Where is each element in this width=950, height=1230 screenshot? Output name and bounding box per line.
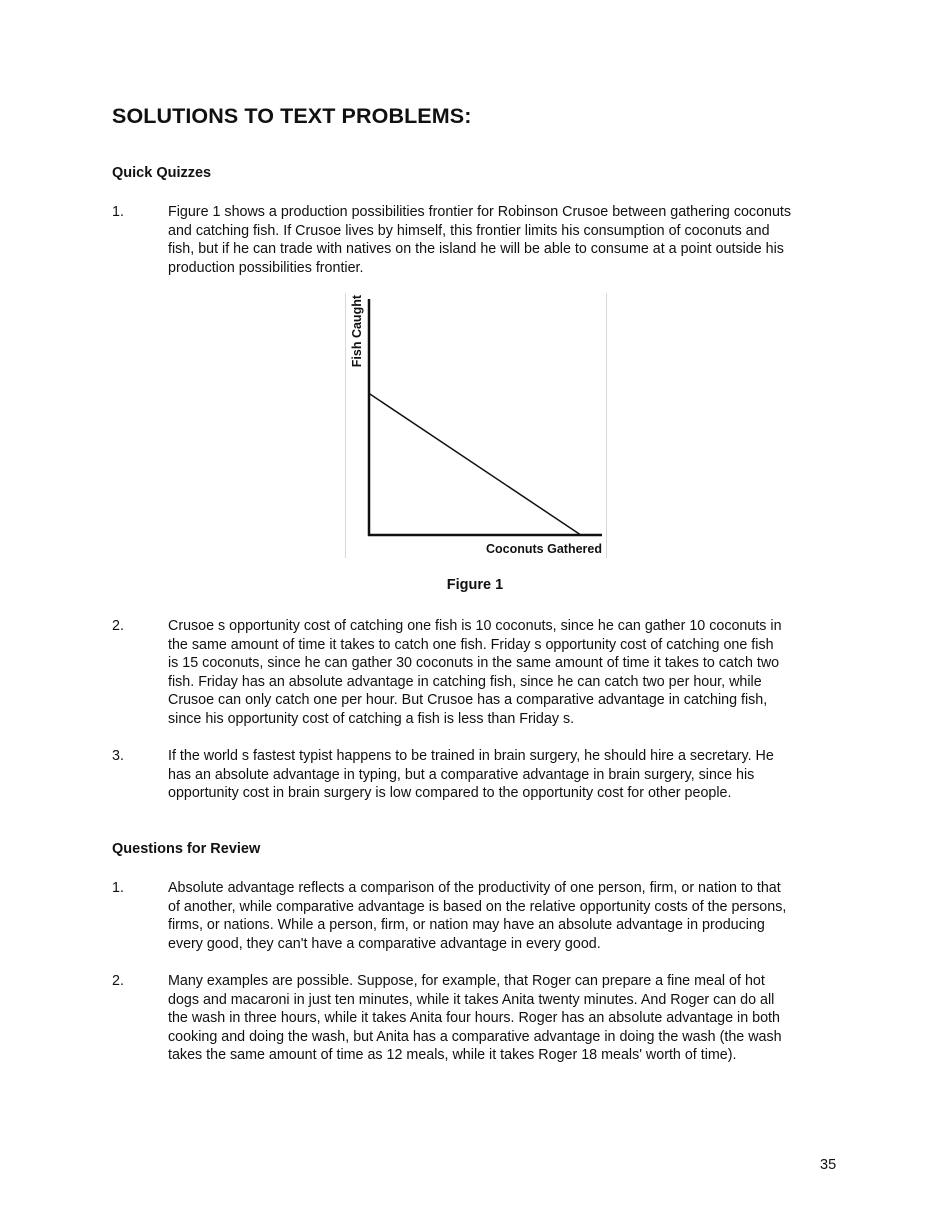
review-item-1 <box>112 879 857 953</box>
text-line: Crusoe can only catch one per hour. But Crusoe has a comparative advantage in catching fish, <box>168 692 768 709</box>
text-line: production possibilities frontier. <box>168 259 364 276</box>
text-line: has an absolute advantage in typing, but a comparative advantage in brain surgery, since his <box>168 766 755 783</box>
ppf-chart <box>346 293 606 558</box>
page-number: 35 <box>820 1157 837 1173</box>
text-line: firms, or nations. While a person, firm, or nation may have an absolute advantage in producing <box>168 917 765 934</box>
text-line: takes the same amount of time as 12 meals, while it takes Roger 18 meals' worth of time). <box>168 1047 737 1064</box>
item-text <box>168 972 857 1065</box>
text-line: Many examples are possible. Suppose, for example, that Roger can prepare a fine meal of hot <box>168 973 765 989</box>
text-line: If the world s fastest typist happens to be trained in brain surgery, he should hire a secretary. He <box>168 748 774 764</box>
quick-quizzes-heading: Quick Quizzes <box>112 165 212 181</box>
text-line: dogs and macaroni in just ten minutes, while it takes Anita twenty minutes. And Roger can do all <box>168 991 775 1008</box>
item-text <box>168 617 857 729</box>
review-item-2 <box>112 972 857 1065</box>
text-line: fish, but if he can trade with natives on the island he will be able to consume at a point outside his <box>168 241 784 258</box>
text-line: is 15 coconuts, since he can gather 30 coconuts in the same amount of time it takes to catch two <box>168 655 780 672</box>
ppf-line <box>369 393 581 535</box>
item-text <box>168 203 857 277</box>
text-line: fish. Friday has an absolute advantage in catching fish, since he can catch two per hour, while <box>168 673 762 690</box>
text-line: every good, they can't have a comparative advantage in every good. <box>168 935 601 952</box>
text-line: Crusoe s opportunity cost of catching one fish is 10 coconuts, since he can gather 10 coconuts in <box>168 618 782 634</box>
text-line: opportunity cost in brain surgery is low compared to the opportunity cost for other people. <box>168 785 732 802</box>
item-number: 1. <box>112 880 124 896</box>
text-line: of another, while comparative advantage is based on the relative opportunity costs of the persons, <box>168 898 787 915</box>
item-number: 2. <box>112 618 124 634</box>
item-number: 1. <box>112 204 124 220</box>
questions-for-review-heading: Questions for Review <box>112 841 261 857</box>
page-title: SOLUTIONS TO TEXT PROBLEMS: <box>112 104 472 128</box>
y-axis-label: Fish Caught <box>350 295 364 368</box>
quick-quiz-item-3 <box>112 747 857 803</box>
text-line: the same amount of time it takes to catch one fish. Friday s opportunity cost of catching one fish <box>168 636 774 653</box>
item-number: 2. <box>112 973 124 989</box>
quick-quiz-item-1 <box>112 203 857 277</box>
figure-1 <box>345 293 607 558</box>
item-text <box>168 879 857 953</box>
text-line: Absolute advantage reflects a comparison of the productivity of one person, firm, or nation to that <box>168 880 781 896</box>
x-axis-label: Coconuts Gathered <box>486 542 602 556</box>
quick-quiz-item-2 <box>112 617 857 729</box>
text-line: and catching fish. If Crusoe lives by himself, this frontier limits his consumption of coconuts and <box>168 222 770 239</box>
text-line: cooking and doing the wash, but Anita has a comparative advantage in doing the wash (the wash <box>168 1028 782 1045</box>
text-line: since his opportunity cost of catching a fish is less than Friday s. <box>168 710 575 727</box>
text-line: the wash in three hours, while it takes Anita four hours. Roger has an absolute advantage in both <box>168 1010 780 1027</box>
figure-caption: Figure 1 <box>446 577 504 593</box>
item-text <box>168 747 857 803</box>
item-number: 3. <box>112 748 124 764</box>
text-line: Figure 1 shows a production possibilities frontier for Robinson Crusoe between gathering coconuts <box>168 204 792 220</box>
